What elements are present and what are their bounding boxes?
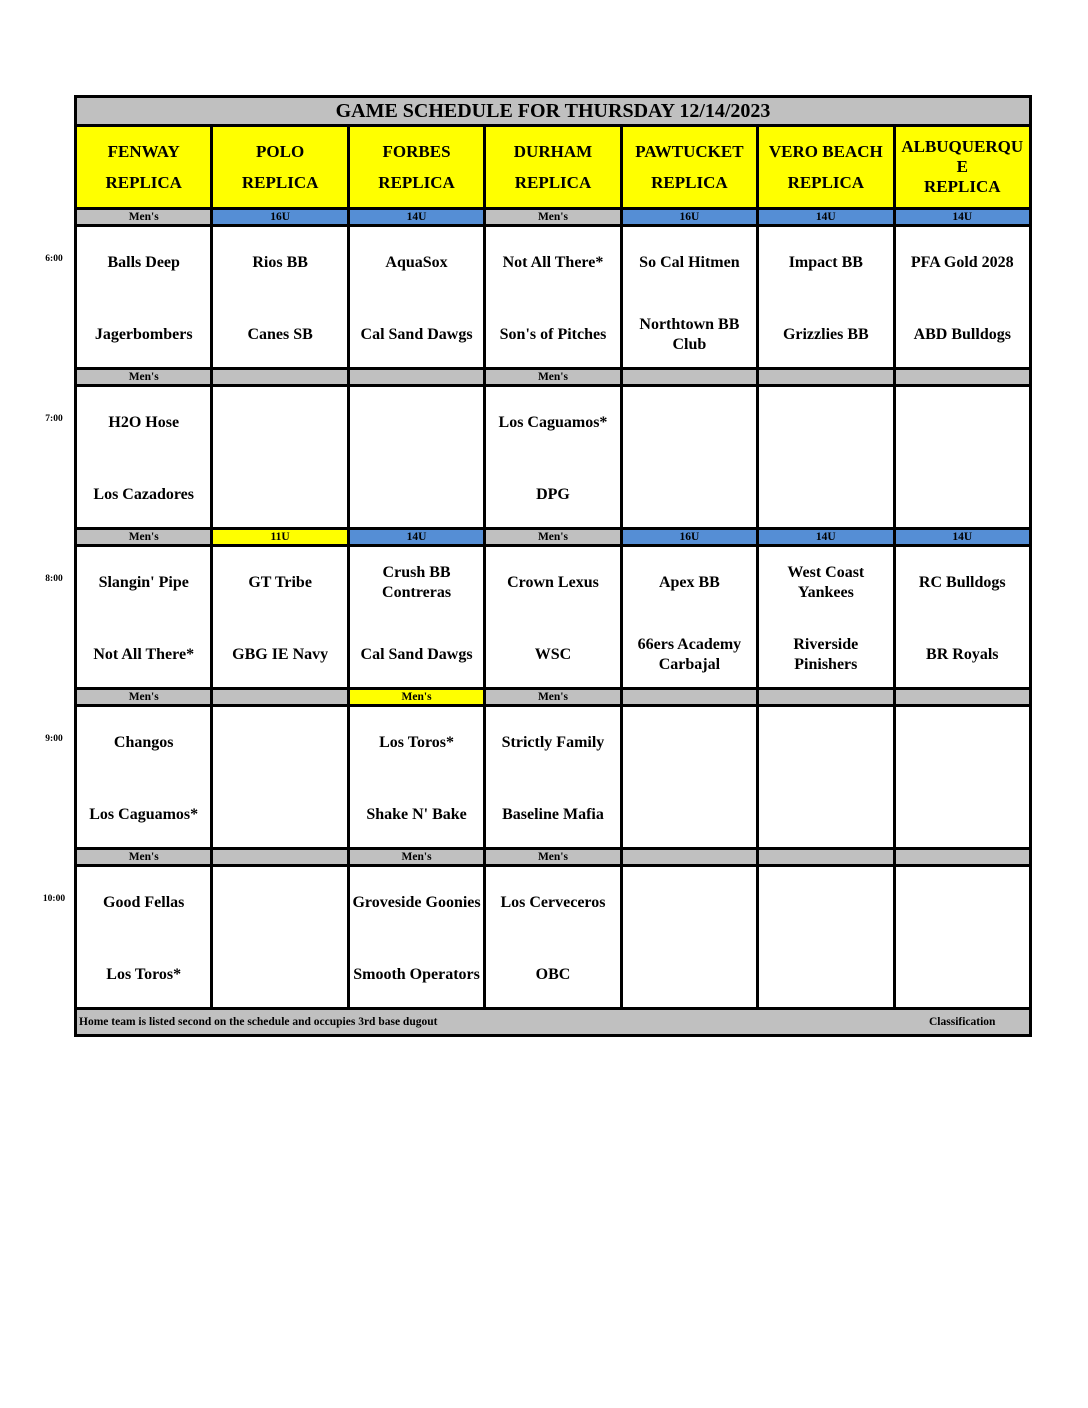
field-subtitle: REPLICA [514, 172, 592, 192]
field-header [348, 126, 484, 209]
away-team [761, 401, 890, 445]
classification-cell: Men's [76, 369, 212, 386]
time-label: 10:00 [42, 893, 66, 904]
away-team: Crown Lexus [507, 574, 599, 591]
game-cell [485, 226, 621, 369]
away-team [625, 721, 754, 765]
game-cell [76, 546, 212, 689]
classification-row [76, 849, 1031, 866]
classification-cell: 14U [894, 529, 1030, 546]
home-team: DPG [536, 486, 570, 503]
game-cell [621, 706, 757, 849]
away-team: Los Caguamos* [498, 414, 608, 431]
away-team [215, 881, 344, 925]
time-label: 9:00 [45, 733, 63, 744]
field-name: POLO [256, 141, 305, 161]
field-subtitle: REPLICA [105, 172, 182, 192]
away-team [215, 721, 344, 765]
field-name: DURHAM [513, 141, 593, 161]
footer-bar [76, 1009, 1031, 1036]
away-team: Los Cerveceros [500, 894, 606, 911]
classification-row [76, 689, 1031, 706]
game-cell [621, 386, 757, 529]
game-cell [894, 386, 1030, 529]
field-header [621, 126, 757, 209]
field-name: VERO BEACH [768, 141, 883, 161]
classification-cell [212, 689, 348, 706]
away-team [625, 401, 754, 445]
classification-cell: Men's [76, 689, 212, 706]
field-header [485, 126, 621, 209]
away-team [898, 881, 1027, 925]
game-cell [76, 226, 212, 369]
game-cell [758, 226, 894, 369]
game-cell [758, 706, 894, 849]
game-cell [894, 226, 1030, 369]
game-row [76, 546, 1031, 689]
game-row [76, 226, 1031, 369]
home-team [352, 473, 481, 517]
classification-cell [212, 369, 348, 386]
classification-cell: 14U [348, 209, 484, 226]
classification-cell: Men's [76, 849, 212, 866]
home-team: Los Caguamos* [89, 806, 199, 823]
game-cell [758, 386, 894, 529]
game-cell [348, 546, 484, 689]
field-name: FORBES [382, 141, 451, 161]
schedule-title: GAME SCHEDULE FOR THURSDAY 12/14/2023 [76, 97, 1031, 126]
game-cell [485, 706, 621, 849]
home-team: Grizzlies BB [782, 326, 869, 343]
classification-cell: Men's [348, 689, 484, 706]
away-team: Groveside Goonies [352, 894, 481, 911]
field-header [212, 126, 348, 209]
game-cell [348, 706, 484, 849]
home-team: ABD Bulldogs [913, 326, 1011, 343]
home-team [761, 473, 890, 517]
classification-cell [621, 689, 757, 706]
game-row [76, 706, 1031, 849]
field-subtitle: REPLICA [378, 172, 455, 192]
home-team [761, 953, 890, 997]
game-cell [485, 386, 621, 529]
classification-cell: 16U [212, 209, 348, 226]
classification-cell [758, 849, 894, 866]
away-team: West Coast Yankees [787, 564, 865, 601]
away-team: PFA Gold 2028 [910, 254, 1014, 271]
home-team [215, 953, 344, 997]
home-team [898, 953, 1027, 997]
field-name: PAWTUCKET [635, 141, 744, 161]
away-team: Not All There* [502, 254, 604, 271]
classification-cell: Men's [485, 369, 621, 386]
away-team: Slangin' Pipe [98, 574, 189, 591]
game-cell [212, 386, 348, 529]
away-team: Rios BB [252, 254, 308, 271]
classification-cell: 16U [621, 209, 757, 226]
home-team: Canes SB [247, 326, 313, 343]
classification-row [76, 209, 1031, 226]
field-subtitle: REPLICA [241, 172, 319, 192]
classification-cell [348, 369, 484, 386]
away-team: Strictly Family [501, 734, 605, 751]
game-cell [212, 866, 348, 1009]
away-team [625, 881, 754, 925]
home-team [625, 953, 754, 997]
game-cell [348, 866, 484, 1009]
away-team [215, 401, 344, 445]
home-team: Jagerbombers [94, 326, 193, 343]
time-label: 6:00 [45, 253, 63, 264]
game-cell [758, 866, 894, 1009]
classification-cell: 14U [758, 209, 894, 226]
home-team: Baseline Mafia [502, 806, 604, 823]
game-cell [621, 546, 757, 689]
game-cell [212, 226, 348, 369]
field-header-row [76, 126, 1031, 209]
game-cell [76, 866, 212, 1009]
game-cell [212, 546, 348, 689]
home-team: Son's of Pitches [499, 326, 607, 343]
game-cell [76, 706, 212, 849]
game-cell [894, 546, 1030, 689]
away-team: Crush BB Contreras [382, 564, 452, 601]
away-team: GT Tribe [248, 574, 312, 591]
home-team: Cal Sand Dawgs [360, 646, 473, 663]
game-cell [621, 226, 757, 369]
home-team-note: Home team is listed second on the schedule and occupies 3rd base dugout [79, 1016, 438, 1028]
classification-label: Classification [929, 1016, 996, 1028]
home-team [625, 793, 754, 837]
home-team [625, 473, 754, 517]
away-team: AquaSox [385, 254, 448, 271]
classification-cell: Men's [485, 849, 621, 866]
away-team: Apex BB [658, 574, 720, 591]
game-cell [76, 386, 212, 529]
field-header [894, 126, 1030, 209]
classification-cell [758, 369, 894, 386]
home-team: Riverside Pinishers [793, 636, 859, 673]
away-team [761, 721, 890, 765]
classification-cell: Men's [76, 529, 212, 546]
game-cell [485, 546, 621, 689]
classification-cell: Men's [76, 209, 212, 226]
home-team: BR Royals [926, 646, 999, 663]
field-subtitle: REPLICA [787, 172, 865, 192]
away-team: Los Toros* [379, 734, 454, 751]
classification-cell [758, 689, 894, 706]
game-cell [894, 706, 1030, 849]
away-team: RC Bulldogs [918, 574, 1006, 591]
away-team: Balls Deep [107, 254, 180, 271]
classification-cell [894, 689, 1030, 706]
away-team [898, 721, 1027, 765]
field-name: ALBUQUERQU [901, 137, 1024, 156]
home-team: Shake N' Bake [366, 806, 467, 823]
home-team [215, 473, 344, 517]
home-team: OBC [535, 966, 571, 983]
classification-cell [212, 849, 348, 866]
home-team: Smooth Operators [353, 966, 480, 983]
away-team: So Cal Hitmen [639, 254, 740, 271]
time-label: 7:00 [45, 413, 63, 424]
classification-row [76, 529, 1031, 546]
field-header [76, 126, 212, 209]
game-cell [621, 866, 757, 1009]
field-name: FENWAY [107, 141, 180, 161]
classification-cell: Men's [348, 849, 484, 866]
classification-cell [894, 849, 1030, 866]
home-team: GBG IE Navy [232, 646, 329, 663]
away-team: H2O Hose [108, 414, 180, 431]
classification-cell: 14U [894, 209, 1030, 226]
field-header [758, 126, 894, 209]
home-team [215, 793, 344, 837]
classification-row [76, 369, 1031, 386]
home-team [898, 473, 1027, 517]
game-cell [348, 386, 484, 529]
game-row [76, 866, 1031, 1009]
schedule-table [74, 95, 1032, 1037]
home-team [898, 793, 1027, 837]
home-team: Northtown BB Club [639, 316, 740, 353]
game-cell [348, 226, 484, 369]
game-cell [894, 866, 1030, 1009]
away-team [898, 401, 1027, 445]
classification-cell: 11U [212, 529, 348, 546]
field-subtitle: REPLICA [651, 172, 728, 192]
field-subtitle: REPLICA [924, 177, 1001, 196]
game-cell [485, 866, 621, 1009]
away-team [352, 401, 481, 445]
classification-cell: 14U [758, 529, 894, 546]
away-team: Impact BB [788, 254, 863, 271]
away-team: Good Fellas [103, 894, 185, 911]
classification-cell [894, 369, 1030, 386]
time-label: 8:00 [45, 573, 63, 584]
away-team [761, 881, 890, 925]
game-cell [758, 546, 894, 689]
home-team: Los Toros* [106, 966, 182, 983]
game-row [76, 386, 1031, 529]
classification-cell: 14U [348, 529, 484, 546]
classification-cell [621, 369, 757, 386]
game-cell [212, 706, 348, 849]
classification-cell: Men's [485, 209, 621, 226]
classification-cell: 16U [621, 529, 757, 546]
classification-cell [621, 849, 757, 866]
field-name-continued: E [956, 157, 968, 176]
home-team [761, 793, 890, 837]
home-team: Not All There* [93, 646, 195, 663]
classification-cell: Men's [485, 689, 621, 706]
home-team: WSC [534, 646, 572, 663]
home-team: Los Cazadores [93, 486, 194, 503]
home-team: 66ers Academy Carbajal [637, 636, 742, 673]
home-team: Cal Sand Dawgs [360, 326, 473, 343]
away-team: Changos [113, 734, 174, 751]
classification-cell: Men's [485, 529, 621, 546]
